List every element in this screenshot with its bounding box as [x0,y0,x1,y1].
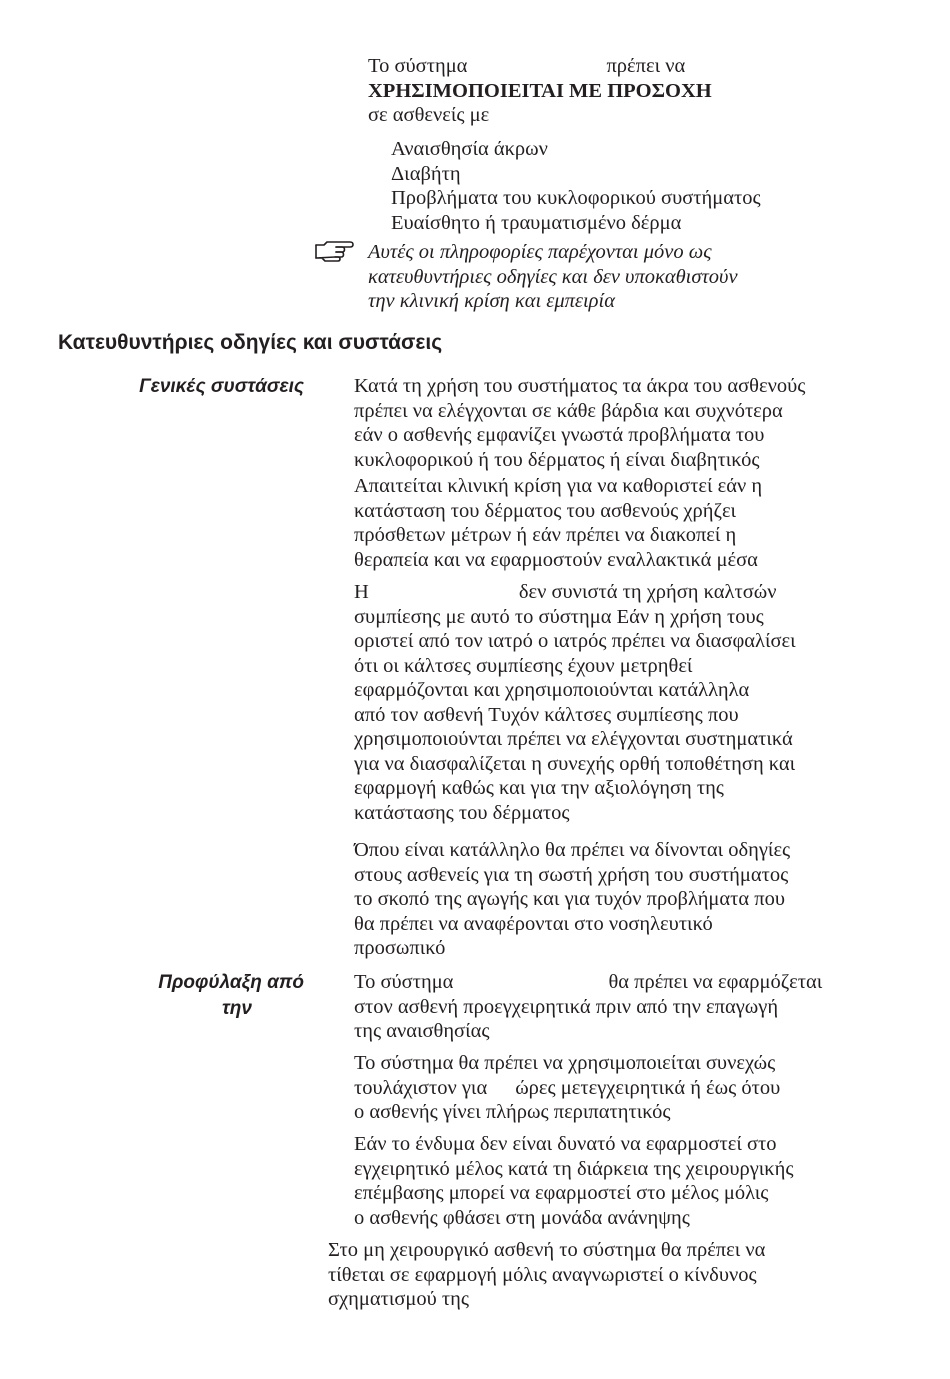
paragraph-line: Εάν το ένδυμα δεν είναι δυνατό να εφαρμοστεί στο [354,1133,777,1155]
paragraph-line [354,1076,934,1101]
prophylaxis-paragraph-3 [354,1132,934,1230]
general-paragraph-1 [354,374,934,472]
paragraph-line: κυκλοφορικού ή του δέρματος ή είναι διαβητικός [354,448,760,471]
paragraph-line: τίθεται σε εφαρμογή μόλις αναγνωριστεί ο κίνδυνος [328,1263,757,1286]
paragraph-line: εφαρμόζονται και χρησιμοποιούνται κατάλληλα [354,679,750,701]
paragraph-line: Στο μη χειρουργικό ασθενή το σύστημα θα πρέπει να [328,1239,766,1261]
paragraph-line: της αναισθησίας [354,1020,490,1042]
paragraph-line: οριστεί από τον ιατρό ο ιατρός πρέπει να διασφαλίσει [354,630,796,652]
paragraph-line: προσωπικό [354,937,446,959]
prophylaxis-label-line: την [222,998,252,1019]
caution-list-item: Διαβήτη [391,162,461,185]
paragraph-line: ο ασθενής γίνει πλήρως περιπατητικός [354,1101,671,1123]
paragraph-line-start: τουλάχιστον για [354,1076,488,1099]
pointing-hand-icon [314,238,354,262]
paragraph-line: σχηματισμού της [328,1288,469,1310]
paragraph-line: ο ασθενής φθάσει στη μονάδα ανάνηψης [354,1206,690,1229]
general-recommendations-label: Γενικές συστάσεις [139,376,304,397]
paragraph-line: κατάσταση του δέρματος του ασθενούς χρήζει [354,499,737,522]
paragraph-line: Κατά τη χρήση του συστήματος τα άκρα του ασθενούς [354,375,806,397]
caution-list-item: Ευαίσθητο ή τραυματισμένο δέρμα [391,211,682,234]
clinical-note [368,240,928,314]
prophylaxis-paragraph-1 [354,970,934,1044]
caution-block [368,54,928,128]
general-paragraph-3 [354,580,934,825]
paragraph-line: θα πρέπει να αναφέρονται στο νοσηλευτικό [354,912,713,935]
paragraph-line-end: ώρες μετεγχειρητικά ή έως ότου [515,1076,781,1099]
clinical-note-line: Αυτές οι πληροφορίες παρέχονται μόνο ως [368,241,712,263]
paragraph-line-start: Η [354,581,369,603]
nonsurgical-paragraph [328,1238,928,1312]
paragraph-line: ότι οι κάλτσες συμπίεσης έχουν μετρηθεί [354,654,693,677]
clinical-note-line: την κλινική κρίση και εμπειρία [368,290,615,312]
paragraph-line-end: δεν συνιστά τη χρήση καλτσών [518,581,777,603]
paragraph-line [354,970,934,995]
paragraph-line: επέμβασης μπορεί να εφαρμοστεί στο μέλος μόλις [354,1182,769,1204]
paragraph-line: Όπου είναι κατάλληλο θα πρέπει να δίνονται οδηγίες [354,839,791,861]
paragraph-line: εφαρμογή καθώς και για την αξιολόγηση της [354,777,724,799]
prophylaxis-label-line: Προφύλαξη από [158,972,304,993]
general-paragraph-4 [354,838,934,961]
paragraph-line: στους ασθενείς για τη σωστή χρήση του συστήματος [354,863,789,886]
paragraph-line: κατάστασης του δέρματος [354,801,570,824]
paragraph-line: πρόσθετων μέτρων ή εάν πρέπει να διακοπεί η [354,524,737,546]
caution-list [391,137,911,235]
paragraph-line: εάν ο ασθενής εμφανίζει γνωστά προβλήματα του [354,424,765,446]
paragraph-line [354,580,934,605]
paragraph-line: στον ασθενή προεγχειρητικά πριν από την επαγωγή [354,995,779,1018]
paragraph-line-end: θα πρέπει να εφαρμόζεται [608,971,823,993]
prophylaxis-paragraph-2 [354,1051,934,1125]
caution-line-1-start: Το σύστημα [368,55,468,77]
paragraph-line: θεραπεία και να εφαρμοστούν εναλλακτικά μέσα [354,548,758,571]
caution-line-1-end: πρέπει να [606,55,686,77]
caution-line-3: σε ασθενείς με [368,104,490,126]
paragraph-line: το σκοπό της αγωγής και για τυχόν προβλήματα που [354,888,786,910]
paragraph-line: συμπίεσης με αυτό το σύστημα Εάν η χρήση τους [354,605,764,628]
caution-list-item: Αναισθησία άκρων [391,138,548,160]
general-paragraph-2 [354,474,934,572]
paragraph-line: χρησιμοποιούνται πρέπει να ελέγχονται συστηματικά [354,728,793,750]
prophylaxis-label [60,970,304,1022]
clinical-note-line: κατευθυντήριες οδηγίες και δεν υποκαθιστούν [368,265,738,288]
section-heading: Κατευθυντήριες οδηγίες και συστάσεις [58,331,443,354]
caution-line-1 [368,54,928,79]
paragraph-line: Το σύστημα θα πρέπει να χρησιμοποιείται συνεχώς [354,1052,776,1074]
paragraph-line-start: Το σύστημα [354,971,454,993]
caution-emphasis: ΧΡΗΣΙΜΟΠΟΙΕΙΤΑΙ ΜΕ ΠΡΟΣΟΧΗ [368,79,712,102]
paragraph-line: Απαιτείται κλινική κρίση για να καθοριστεί εάν η [354,475,763,497]
paragraph-line: πρέπει να ελέγχονται σε κάθε βάρδια και συχνότερα [354,399,783,422]
paragraph-line: για να διασφαλίζεται η συνεχής ορθή τοποθέτηση και [354,752,796,775]
paragraph-line: εγχειρητικό μέλος κατά τη διάρκεια της χειρουργικής [354,1157,794,1180]
paragraph-line: από τον ασθενή Τυχόν κάλτσες συμπίεσης που [354,703,739,726]
caution-list-item: Προβλήματα του κυκλοφορικού συστήματος [391,187,761,209]
